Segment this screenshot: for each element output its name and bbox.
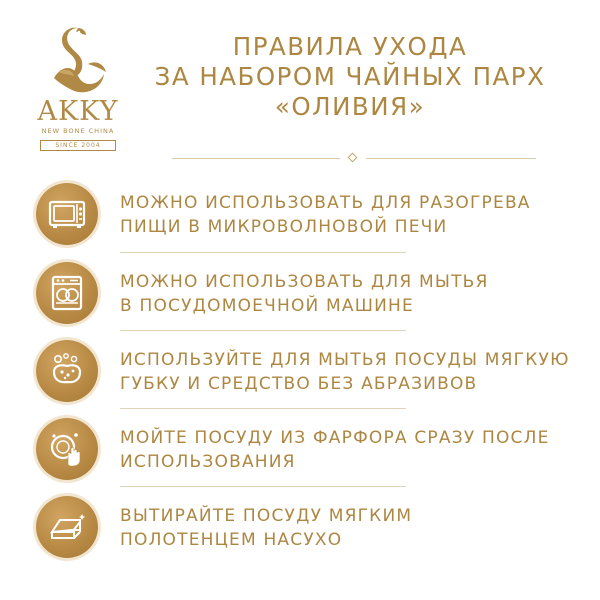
care-rule-line-2: ГУБКУ И СРЕДСТВО БЕЗ АБРАЗИВОВ <box>120 374 478 394</box>
dishwasher-icon <box>36 262 98 324</box>
rule-separator <box>120 252 406 253</box>
towel-icon-badge <box>36 496 98 558</box>
hand-washing-plate-icon <box>36 418 98 480</box>
care-rule-towel <box>0 489 600 565</box>
page-title <box>140 32 560 122</box>
care-rule-text <box>120 191 560 239</box>
hand-washing-plate-icon-badge <box>36 418 98 480</box>
title-divider-left <box>172 158 340 159</box>
care-rule-text <box>120 504 560 552</box>
dishwasher-icon-badge <box>36 262 98 324</box>
care-rule-dishwasher <box>0 255 600 331</box>
care-rule-wash-immediately <box>0 411 600 487</box>
microwave-icon-badge <box>36 183 98 245</box>
care-rule-line-2: ПИЩИ В МИКРОВОЛНОВОЙ ПЕЧИ <box>120 217 448 237</box>
care-rule-text <box>120 348 570 396</box>
care-rule-line-1: МОЖНО ИСПОЛЬЗОВАТЬ ДЛЯ МЫТЬЯ <box>120 272 489 292</box>
towel-icon <box>36 496 98 558</box>
sponge-icon-badge <box>36 340 98 402</box>
care-rule-sponge <box>0 333 600 409</box>
title-line-1: ПРАВИЛА УХОДА <box>232 32 468 61</box>
title-line-3: «ОЛИВИЯ» <box>274 92 426 121</box>
care-rule-line-2: В ПОСУДОМОЕЧНОЙ МАШИНЕ <box>120 296 414 316</box>
rule-separator <box>120 486 406 487</box>
brand-since-badge: SINCE 2004 <box>40 140 116 151</box>
brand-subtitle: NEW BONE CHINA <box>41 127 115 135</box>
sponge-icon <box>36 340 98 402</box>
swan-icon <box>48 24 108 96</box>
care-rule-text <box>120 426 560 474</box>
care-rule-line-2: ИСПОЛЬЗОВАНИЯ <box>120 452 296 472</box>
care-rule-line-1: МОЖНО ИСПОЛЬЗОВАТЬ ДЛЯ РАЗОГРЕВА <box>120 193 531 213</box>
care-rule-line-1: МОЙТЕ ПОСУДУ ИЗ ФАРФОРА СРАЗУ ПОСЛЕ <box>120 428 550 448</box>
microwave-icon <box>36 183 98 245</box>
care-rule-line-2: ПОЛОТЕНЦЕМ НАСУХО <box>120 530 343 550</box>
rule-separator <box>120 408 406 409</box>
title-line-2: ЗА НАБОРОМ ЧАЙНЫХ ПАРХ <box>154 62 546 91</box>
title-divider-right <box>366 158 536 159</box>
brand-logo <box>26 24 130 152</box>
care-rule-line-1: ВЫТИРАЙТЕ ПОСУДУ МЯГКИМ <box>120 506 413 526</box>
brand-name: AKKY <box>37 96 119 127</box>
care-rule-microwave <box>0 176 600 252</box>
rule-separator <box>120 330 406 331</box>
care-rule-line-1: ИСПОЛЬЗУЙТЕ ДЛЯ МЫТЬЯ ПОСУДЫ МЯГКУЮ <box>120 350 570 370</box>
divider-diamond-icon <box>348 153 358 163</box>
care-rule-text <box>120 270 560 318</box>
